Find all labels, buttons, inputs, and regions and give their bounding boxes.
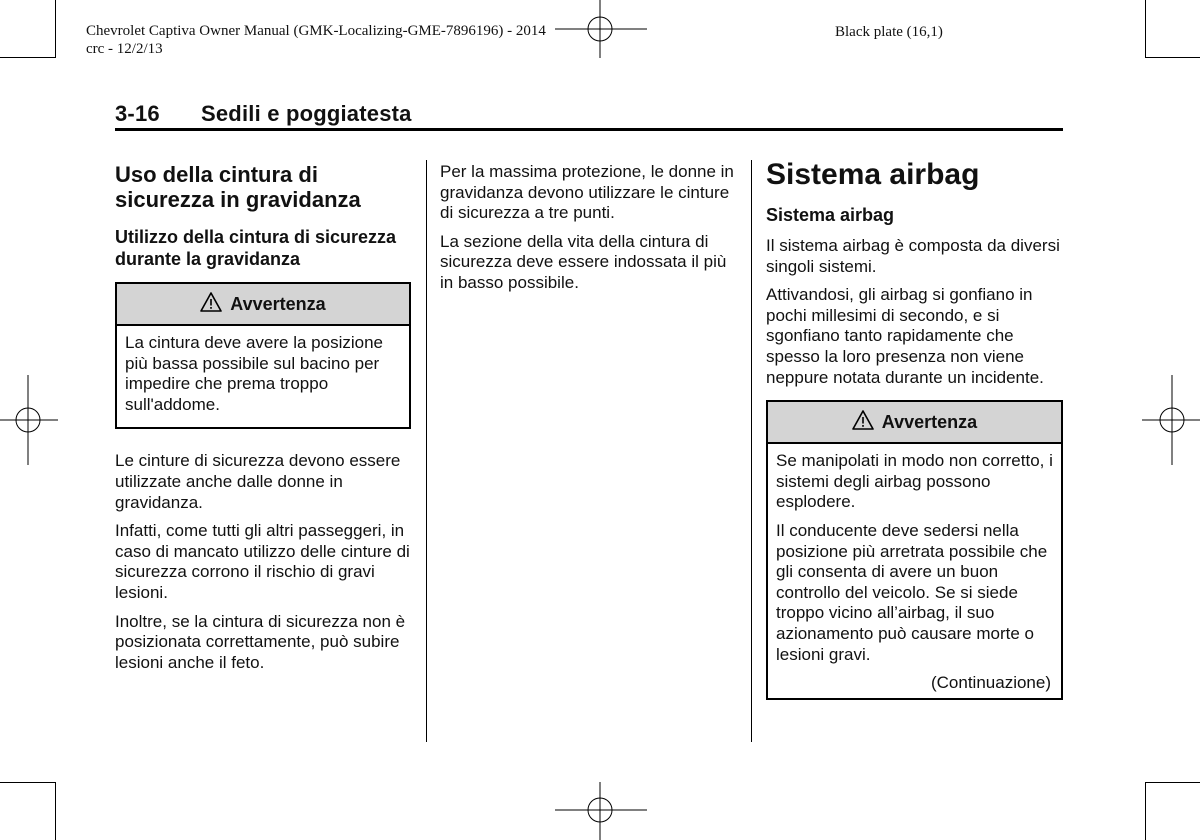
warning-box-header: [117, 284, 409, 326]
paragraph: La sezione della vita della cintura di sicurezza deve essere indossata il più in basso possibile.: [440, 231, 727, 292]
column-1: [115, 162, 411, 681]
crop-mark: [1145, 57, 1200, 58]
paragraph: Per la massima protezione, le donne in gravidanza devono utilizzare le cinture di sicurezza a tre punti.: [440, 162, 734, 223]
warning-box-header: [768, 402, 1061, 444]
paragraph: Inoltre, se la cintura di sicurezza non è posizionata correttamente, può subire lesioni anche il feto.: [115, 611, 406, 672]
warning-box-body: [768, 444, 1061, 698]
crop-mark: [0, 782, 55, 783]
warning-box: [115, 282, 411, 429]
column-divider: [751, 160, 752, 742]
column-2: [440, 162, 736, 302]
paragraph: Attivandosi, gli airbag si gonfiano in pochi millesimi di secondo, e si sgonfiano tanto rapidamente che spesso la loro presenza non viene neppure notata durante un incidente.: [766, 285, 1044, 387]
header-manual-title: Chevrolet Captiva Owner Manual (GMK-Localizing-GME-7896196) - 2014: [86, 23, 546, 39]
crop-mark: [1145, 782, 1200, 783]
column-3-subheading: Sistema airbag: [766, 205, 895, 225]
header-date-code: crc - 12/2/13: [86, 41, 163, 57]
column-1-heading: Uso della cintura di sicurezza in gravidanza: [115, 162, 361, 212]
warning-box-text: La cintura deve avere la posizione più bassa possibile sul bacino per impedire che prema troppo sull'addome.: [125, 333, 383, 414]
document-header-info: [86, 22, 546, 58]
crop-registration-mark-icon: [555, 0, 647, 60]
warning-box-title: Avvertenza: [881, 411, 978, 432]
column-1-subheading: Utilizzo della cintura di sicurezza durante la gravidanza: [115, 227, 397, 269]
warning-box-text: Il conducente deve sedersi nella posizione più arretrata possibile che gli consenta di avere un buon controllo del veicolo. Se si siede troppo vicino all’airbag, il suo azionamento può causare morte o lesioni gravi.: [776, 520, 1048, 664]
header-plate-label: Black plate (16,1): [835, 24, 943, 40]
warning-triangle-icon: [200, 292, 222, 317]
crop-registration-mark-icon: [555, 782, 647, 840]
crop-registration-mark-icon: [1142, 375, 1200, 465]
warning-box-text: Se manipolati in modo non corretto, i sistemi degli airbag possono esplodere.: [776, 451, 1053, 512]
section-rule: [115, 128, 1063, 131]
section-title: Sedili e poggiatesta: [201, 101, 412, 126]
crop-mark: [1145, 782, 1146, 840]
column-3: [766, 158, 1063, 700]
warning-box: [766, 400, 1063, 700]
crop-mark: [55, 0, 56, 58]
crop-mark: [55, 782, 56, 840]
column-divider: [426, 160, 427, 742]
warning-box-body: [117, 326, 409, 427]
column-3-heading: Sistema airbag: [766, 158, 980, 191]
paragraph: Infatti, come tutti gli altri passeggeri, in caso di mancato utilizzo delle cinture di sicurezza corrono il rischio di gravi lesioni.: [115, 521, 410, 602]
paragraph: Le cinture di sicurezza devono essere utilizzate anche dalle donne in gravidanza.: [115, 451, 401, 512]
section-heading: [115, 101, 412, 127]
warning-box-title: Avvertenza: [230, 293, 326, 314]
warning-triangle-icon: [852, 410, 874, 435]
paragraph: Il sistema airbag è composta da diversi singoli sistemi.: [766, 236, 1060, 276]
continued-label: (Continuazione): [930, 673, 1051, 693]
crop-registration-mark-icon: [0, 375, 58, 465]
crop-mark: [1145, 0, 1146, 58]
section-number: 3-16: [115, 101, 160, 126]
crop-mark: [0, 57, 55, 58]
